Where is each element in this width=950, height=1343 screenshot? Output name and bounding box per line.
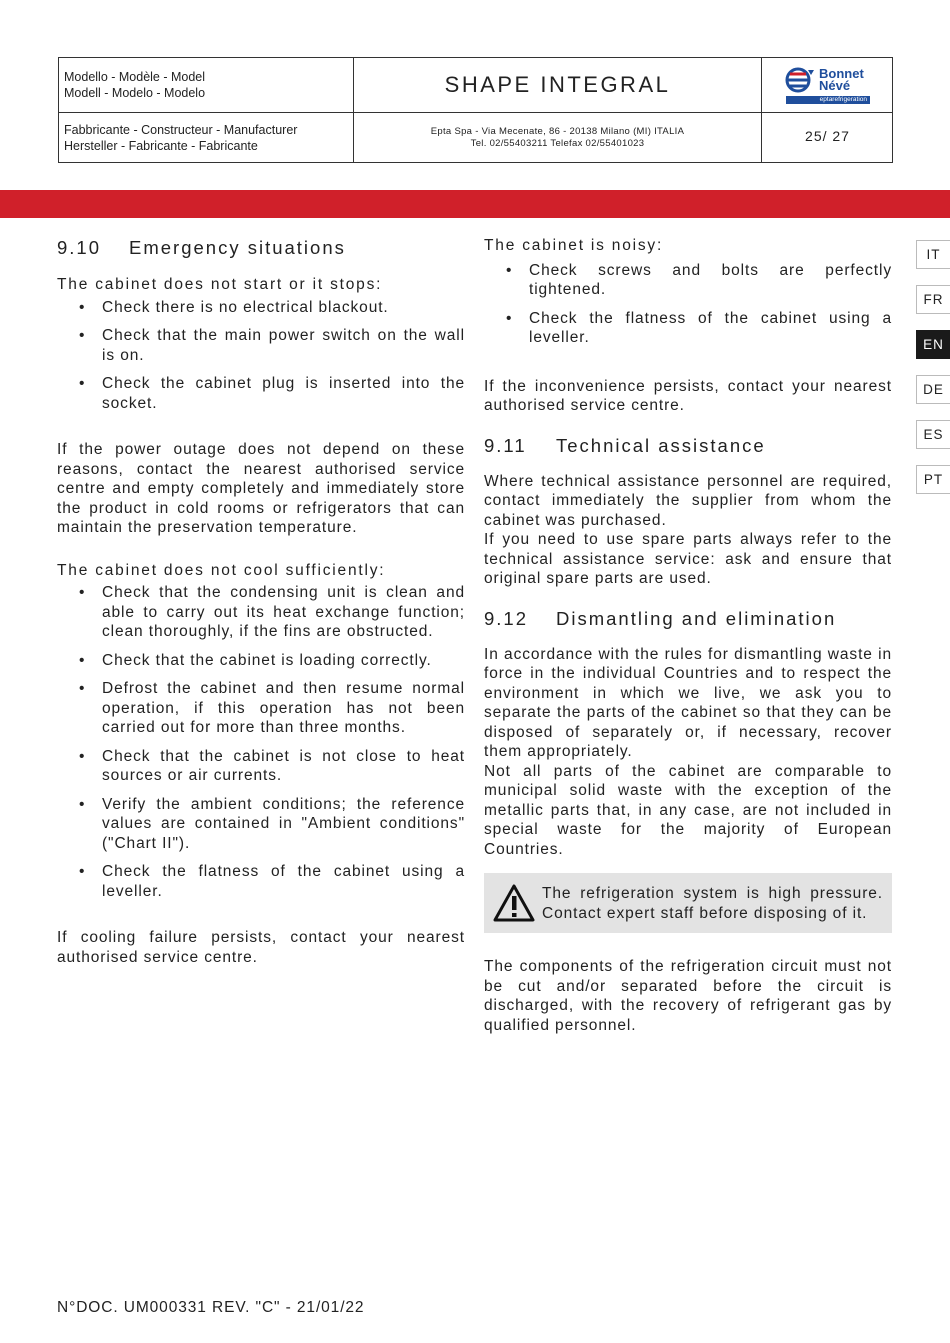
manufacturer-label-cell [59, 113, 354, 162]
manufacturer-address-cell [354, 113, 762, 162]
document-reference: N°DOC. UM000331 REV. "C" - 21/01/22 [57, 1299, 365, 1316]
subheading-not-start: The cabinet does not start or it stops: [57, 276, 383, 293]
logo-cell [762, 58, 893, 113]
logo-text-neve: Névé [819, 78, 851, 93]
page-number-cell [762, 113, 893, 162]
manufacturer-label-line-1: Fabbricante - Constructeur - Manufacturer [64, 123, 298, 137]
cooling-failure-paragraph: If cooling failure persists, contact your nearest authorised service centre. [57, 929, 465, 966]
lang-tab-pt[interactable]: PT [916, 465, 950, 494]
section-heading-dismantling [484, 607, 892, 631]
inconvenience-paragraph: If the inconvenience persists, contact your nearest authorised service centre. [484, 377, 892, 414]
lang-tab-es[interactable]: ES [916, 420, 950, 449]
address-line-2: Tel. 02/55403211 Telefax 02/55401023 [470, 138, 645, 149]
lang-tab-it[interactable]: IT [916, 240, 950, 269]
list-item: • Check that the cabinet is not close to heat sources or air currents. [57, 747, 465, 786]
subheading-not-cool: The cabinet does not cool sufficiently: [57, 561, 386, 579]
product-title-cell [354, 58, 762, 113]
dismantling-paragraph-3: The components of the refrigeration circuit must not be cut and/or separated before the circuit is discharged, with the recovery of refrigerant gas by qualified personnel. [484, 958, 892, 1034]
model-label-cell [59, 58, 354, 113]
model-label-line-1: Modello - Modèle - Model [64, 70, 206, 84]
list-item: • Check that the cabinet is loading correctly. [57, 651, 465, 671]
section-heading-technical [484, 434, 892, 458]
section-number: 9.11 [484, 434, 527, 456]
subheading-noisy: The cabinet is noisy: [484, 237, 664, 254]
bonnet-neve-logo [784, 66, 874, 106]
list-item: • Check the cabinet plug is inserted into the socket. [57, 374, 465, 413]
model-label-line-2: Modell - Modelo - Modelo [64, 86, 206, 100]
list-item: • Check that the condensing unit is clean and able to carry out its heat exchange function; clean thoroughly, if the fins are obstructed. [57, 583, 465, 642]
list-item: • Check there is no electrical blackout. [57, 298, 465, 318]
not-cool-list [57, 583, 465, 901]
section-title: Emergency situations [129, 237, 346, 258]
section-heading-emergency [57, 236, 465, 260]
section-title: Technical assistance [556, 434, 766, 456]
page-number: 25/ 27 [805, 128, 850, 144]
logo-emblem-icon [784, 66, 818, 96]
list-item: • Verify the ambient conditions; the reference values are contained in "Ambient conditions" ("Chart II"). [57, 795, 465, 854]
address-line-1: Epta Spa - Via Mecenate, 86 - 20138 Milano (MI) ITALIA [430, 126, 685, 137]
logo-subtitle: eptarefrigeration [786, 96, 870, 104]
document-header [58, 57, 893, 163]
dismantling-paragraph-1: In accordance with the rules for dismantling waste in force in the individual Countries and to respect the environment in which we live, we ask you to separate the parts of the cabinet so that they can be disposed of separately or, if necessary, recover them appropriately. [484, 645, 892, 760]
list-item: • Check the flatness of the cabinet using a leveller. [484, 309, 892, 348]
right-column [484, 236, 892, 1035]
left-column [57, 236, 465, 967]
dismantling-paragraph-2: Not all parts of the cabinet are comparable to municipal solid waste with the exception of the metallic parts that, in any case, are not included in special waste for the majority of European Countries. [484, 762, 892, 858]
not-start-list [57, 298, 465, 414]
noisy-list [484, 261, 892, 348]
power-outage-paragraph: If the power outage does not depend on these reasons, contact the nearest authorised service centre and empty completely and immediately store the product in cold rooms or refrigerators that can maintain the preservation temperature. [57, 441, 465, 536]
technical-paragraph-1: Where technical assistance personnel are required, contact immediately the supplier from whom the cabinet was purchased. [484, 472, 892, 529]
section-number: 9.12 [484, 607, 529, 629]
list-item: • Defrost the cabinet and then resume normal operation, if this operation has not been carried out for more than three months. [57, 679, 465, 738]
logo-text-bonnet: Bonnet [819, 66, 864, 81]
lang-tab-fr[interactable]: FR [916, 285, 950, 314]
list-item: • Check the flatness of the cabinet using a leveller. [57, 862, 465, 901]
list-item: • Check that the main power switch on the wall is on. [57, 326, 465, 365]
lang-tab-de[interactable]: DE [916, 375, 950, 404]
technical-paragraph-2: If you need to use spare parts always refer to the technical assistance service: ask and ensure that original spare parts are used. [484, 531, 892, 587]
lang-tab-en[interactable]: EN [916, 330, 950, 359]
warning-triangle-icon [492, 883, 536, 923]
red-accent-bar [0, 190, 950, 218]
manufacturer-label-line-2: Hersteller - Fabricante - Fabricante [64, 139, 258, 153]
list-item: • Check screws and bolts are perfectly tightened. [484, 261, 892, 300]
section-title: Dismantling and elimination [556, 607, 837, 629]
warning-text: The refrigeration system is high pressure. Contact expert staff before disposing of it. [542, 885, 883, 922]
section-number: 9.10 [57, 237, 102, 258]
warning-box [484, 873, 892, 933]
product-title: SHAPE INTEGRAL [444, 72, 671, 97]
